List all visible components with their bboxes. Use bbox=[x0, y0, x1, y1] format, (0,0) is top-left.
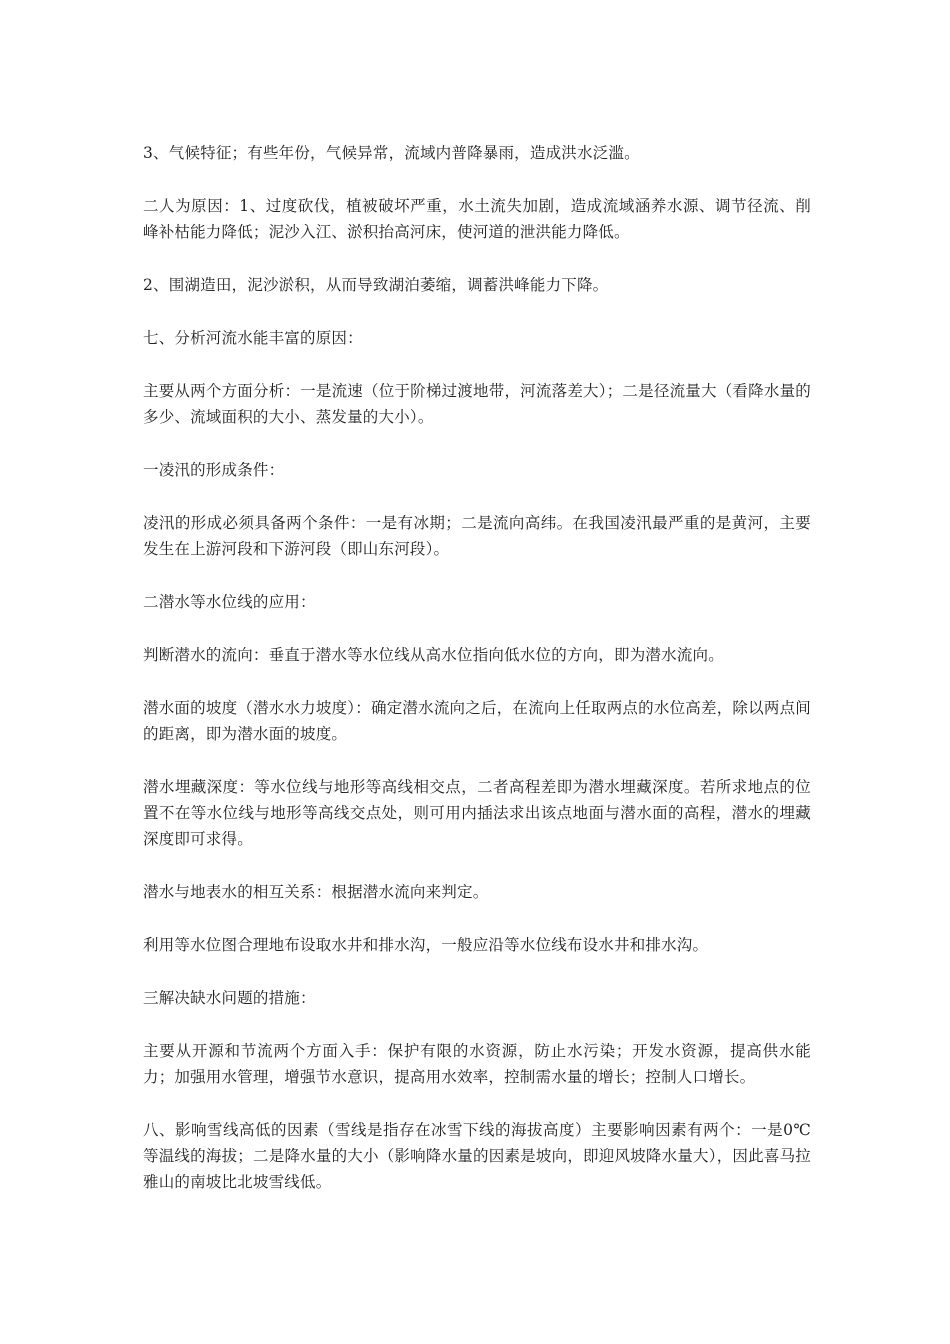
heading-hydropower-reasons: 七、分析河流水能丰富的原因： bbox=[143, 329, 363, 347]
paragraph-snow-line: 八、影响雪线高低的因素（雪线是指存在冰雪下线的海拔高度）主要影响因素有两个：一是0℃等温线的海拔；二是降水量的大小（影响降水量的因素是坡向，即迎风坡降水量大），因此喜马拉雅山的南坡比北坡雪线低。 bbox=[143, 1121, 811, 1191]
paragraph-water-shortage: 主要从开源和节流两个方面入手：保护有限的水资源，防止水污染；开发水资源，提高供水能力；加强用水管理，增强节水意识，提高用水效率，控制需水量的增长；控制人口增长。 bbox=[143, 1042, 811, 1086]
paragraph-ice-flood: 凌汛的形成必须具备两个条件：一是有冰期；二是流向高纬。在我国凌汛最严重的是黄河，主要发生在上游河段和下游河段（即山东河段）。 bbox=[143, 514, 811, 558]
paragraph-flow-direction: 判断潜水的流向：垂直于潜水等水位线从高水位指向低水位的方向，即为潜水流向。 bbox=[143, 646, 724, 664]
paragraph-hydropower-analysis: 主要从两个方面分析：一是流速（位于阶梯过渡地带，河流落差大）；二是径流量大（看降水量的多少、流域面积的大小、蒸发量的大小）。 bbox=[143, 382, 811, 426]
paragraph-surface-water-relation: 潜水与地表水的相互关系：根据潜水流向来判定。 bbox=[143, 883, 489, 901]
heading-water-table-contours: 二潜水等水位线的应用： bbox=[143, 593, 316, 611]
heading-water-shortage-measures: 三解决缺水问题的措施： bbox=[143, 989, 316, 1007]
paragraph-human-causes: 二人为原因：1、过度砍伐，植被破坏严重，水土流失加剧，造成流域涵养水源、调节径流、削峰补枯能力降低；泥沙入江、淤积抬高河床，使河道的泄洪能力降低。 bbox=[143, 197, 811, 241]
paragraph-climate-factor: 3、气候特征；有些年份，气候异常，流域内普降暴雨，造成洪水泛滥。 bbox=[143, 144, 640, 162]
paragraph-burial-depth: 潜水埋藏深度：等水位线与地形等高线相交点，二者高程差即为潜水埋藏深度。若所求地点的位置不在等水位线与地形等高线交点处，则可用内插法求出该点地面与潜水面的高程，潜水的埋藏深度即可求得。 bbox=[143, 778, 811, 848]
paragraph-well-layout: 利用等水位图合理地布设取水井和排水沟，一般应沿等水位线布设水井和排水沟。 bbox=[143, 936, 709, 954]
heading-ice-flood-conditions: 一凌汛的形成条件： bbox=[143, 461, 285, 479]
paragraph-lake-reclamation: 2、围湖造田，泥沙淤积，从而导致湖泊萎缩，调蓄洪峰能力下降。 bbox=[143, 276, 609, 294]
paragraph-water-table-slope: 潜水面的坡度（潜水水力坡度）：确定潜水流向之后，在流向上任取两点的水位高差，除以两点间的距离，即为潜水面的坡度。 bbox=[143, 699, 811, 743]
document-body bbox=[143, 140, 811, 1222]
